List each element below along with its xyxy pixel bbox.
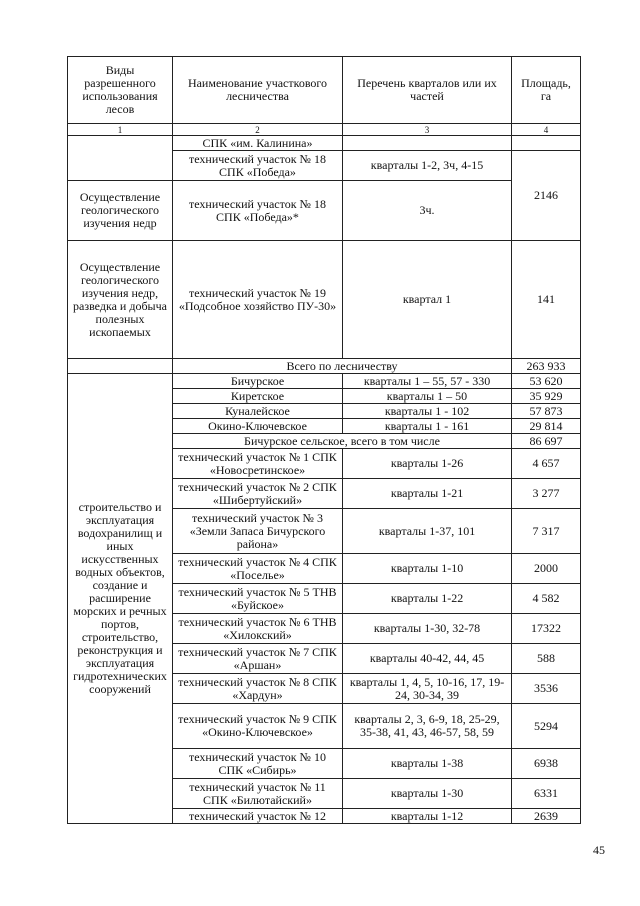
area-cell: 29 814 <box>512 419 581 434</box>
header-quarters: Перечень кварталов или их частей <box>343 57 512 124</box>
area-cell: 7 317 <box>512 509 581 554</box>
forestry-name-cell: технический участок № 18 СПК «Победа»* <box>173 181 343 241</box>
quarters-cell: кварталы 1-30, 32-78 <box>343 614 512 644</box>
forestry-name-cell: СПК «им. Калинина» <box>173 136 343 151</box>
quarters-cell: кварталы 1, 4, 5, 10-16, 17, 19-24, 30-34, 39 <box>343 674 512 704</box>
area-cell: 6331 <box>512 779 581 809</box>
area-cell: 3 277 <box>512 479 581 509</box>
forestry-name-cell: технический участок № 11 СПК «Билютайский» <box>173 779 343 809</box>
table-row <box>68 181 581 241</box>
forestry-name-cell: технический участок № 9 СПК «Окино-Ключевское» <box>173 704 343 749</box>
forestry-name-cell: технический участок № 7 СПК «Аршан» <box>173 644 343 674</box>
header-forestry-name: Наименование участкового лесничества <box>173 57 343 124</box>
quarters-cell: кварталы 40-42, 44, 45 <box>343 644 512 674</box>
quarters-cell: кварталы 1-30 <box>343 779 512 809</box>
forestry-name-cell: технический участок № 3 «Земли Запаса Бичурского района» <box>173 509 343 554</box>
area-cell: 6938 <box>512 749 581 779</box>
area-cell-empty <box>512 136 581 151</box>
forestry-name-cell: технический участок № 19 «Подсобное хозяйство ПУ-30» <box>173 241 343 359</box>
area-cell: 53 620 <box>512 374 581 389</box>
area-cell: 2000 <box>512 554 581 584</box>
quarters-cell: кварталы 1 – 55, 57 - 330 <box>343 374 512 389</box>
forestry-name-cell: технический участок № 10 СПК «Сибирь» <box>173 749 343 779</box>
header-area: Площадь, га <box>512 57 581 124</box>
quarters-cell: кварталы 1-38 <box>343 749 512 779</box>
header-use-type: Виды разрешенного использования лесов <box>68 57 173 124</box>
use-type-cell: Осуществление геологического изучения недр <box>68 181 173 241</box>
quarters-cell: кварталы 1 - 161 <box>343 419 512 434</box>
forestry-name-cell: технический участок № 4 СПК «Поселье» <box>173 554 343 584</box>
use-type-cell-empty <box>68 359 173 374</box>
forestry-name-cell: Окино-Ключевское <box>173 419 343 434</box>
area-cell: 4 582 <box>512 584 581 614</box>
column-number-row <box>68 124 581 136</box>
quarters-cell: кварталы 2, 3, 6-9, 18, 25-29, 35-38, 41, 43, 46-57, 58, 59 <box>343 704 512 749</box>
forestry-name-cell: технический участок № 2 СПК «Шибертуйский» <box>173 479 343 509</box>
column-number: 1 <box>68 124 173 136</box>
quarters-cell: кварталы 1-10 <box>343 554 512 584</box>
page-number: 45 <box>593 843 605 857</box>
quarters-cell: кварталы 1 – 50 <box>343 389 512 404</box>
table-header-row <box>68 57 581 124</box>
forestry-name-cell: технический участок № 1 СПК «Новосретинское» <box>173 449 343 479</box>
area-cell: 35 929 <box>512 389 581 404</box>
area-cell: 2146 <box>512 151 581 241</box>
column-number: 2 <box>173 124 343 136</box>
area-cell: 2639 <box>512 809 581 824</box>
column-number: 4 <box>512 124 581 136</box>
forestry-name-cell: технический участок № 12 <box>173 809 343 824</box>
quarters-cell: кварталы 1 - 102 <box>343 404 512 419</box>
quarters-cell: кварталы 1-2, 3ч, 4-15 <box>343 151 512 181</box>
quarters-cell-empty <box>343 136 512 151</box>
forestry-name-cell: технический участок № 8 СПК «Хардун» <box>173 674 343 704</box>
quarters-cell: квартал 1 <box>343 241 512 359</box>
area-cell: 57 873 <box>512 404 581 419</box>
forestry-name-cell: технический участок № 6 ТНВ «Хилокский» <box>173 614 343 644</box>
area-cell: 17322 <box>512 614 581 644</box>
column-number: 3 <box>343 124 512 136</box>
area-cell: 588 <box>512 644 581 674</box>
area-cell: 141 <box>512 241 581 359</box>
area-cell: 4 657 <box>512 449 581 479</box>
forest-use-table <box>67 56 581 824</box>
quarters-cell: кварталы 1-26 <box>343 449 512 479</box>
forestry-name-cell: Киретское <box>173 389 343 404</box>
table-row <box>68 241 581 359</box>
quarters-cell: кварталы 1-22 <box>343 584 512 614</box>
quarters-cell: кварталы 1-12 <box>343 809 512 824</box>
quarters-cell: кварталы 1-21 <box>343 479 512 509</box>
quarters-cell: 3ч. <box>343 181 512 241</box>
forestry-name-cell: Бичурское <box>173 374 343 389</box>
subtotal-area: 86 697 <box>512 434 581 449</box>
forestry-name-cell: Куналейское <box>173 404 343 419</box>
quarters-cell: кварталы 1-37, 101 <box>343 509 512 554</box>
total-area: 263 933 <box>512 359 581 374</box>
use-type-cell-empty <box>68 136 173 181</box>
table-row <box>68 374 581 389</box>
area-cell: 3536 <box>512 674 581 704</box>
use-type-cell: Осуществление геологического изучения недр, разведка и добыча полезных ископаемых <box>68 241 173 359</box>
total-row <box>68 359 581 374</box>
forestry-name-cell: технический участок № 18 СПК «Победа» <box>173 151 343 181</box>
total-label: Всего по лесничеству <box>173 359 512 374</box>
use-type-construction: строительство и эксплуатация водохранилищ и иных искусственных водных объектов, создание и расширение морских и речных портов, строительство, реконструкция и эксплуатация гидротехнических сооружений <box>68 374 173 824</box>
area-cell: 5294 <box>512 704 581 749</box>
table-row <box>68 136 581 151</box>
forestry-name-cell: технический участок № 5 ТНВ «Буйское» <box>173 584 343 614</box>
subtotal-label: Бичурское сельское, всего в том числе <box>173 434 512 449</box>
